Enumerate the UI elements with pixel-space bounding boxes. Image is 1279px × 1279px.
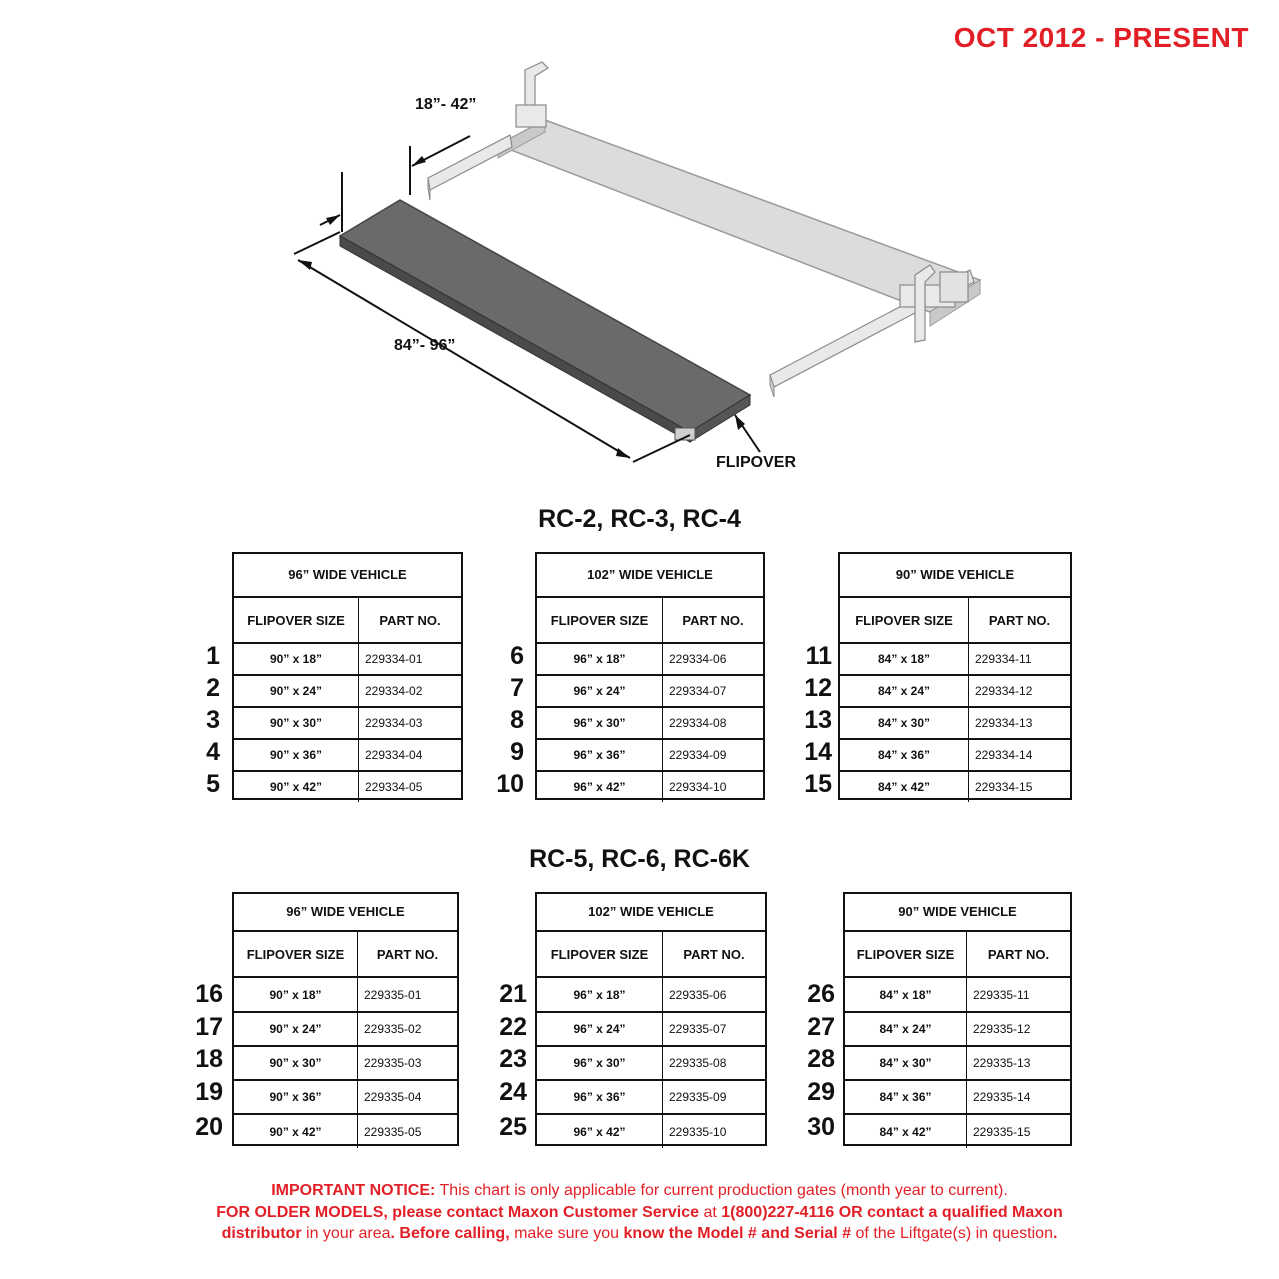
row-number: 24 <box>499 1078 527 1106</box>
row-number: 25 <box>499 1113 527 1141</box>
cell-size: 90” x 42” <box>234 772 359 802</box>
cell-size: 96” x 18” <box>537 644 663 674</box>
cell-size: 96” x 24” <box>537 676 663 706</box>
cell-size: 96” x 18” <box>537 978 663 1011</box>
row-number: 29 <box>807 1078 835 1106</box>
table-row <box>234 1045 457 1079</box>
table-row <box>234 770 461 802</box>
cell-size: 84” x 18” <box>845 978 967 1011</box>
cell-size: 84” x 42” <box>845 1115 967 1148</box>
table-row <box>234 674 461 706</box>
cell-part: 229334-06 <box>669 652 727 666</box>
table-row <box>234 978 457 1011</box>
cell-part: 229334-01 <box>365 652 423 666</box>
cell-part: 229335-13 <box>973 1056 1031 1070</box>
parts-table-g2-t2 <box>535 892 767 1146</box>
table-body <box>234 978 457 1148</box>
cell-size: 96” x 42” <box>537 1115 663 1148</box>
row-number: 22 <box>499 1013 527 1041</box>
table-row <box>840 706 1070 738</box>
cell-size: 90” x 18” <box>234 644 359 674</box>
table-body <box>537 978 765 1148</box>
notice-line-3: distributor in your area. Before calling, make sure you know the Model # and Serial # of the Liftgate(s) in question. <box>221 1225 1058 1242</box>
vehicle-header: 90” WIDE VEHICLE <box>845 894 1070 932</box>
row-number: 15 <box>804 770 832 798</box>
cell-part: 229334-03 <box>365 716 423 730</box>
cell-size: 90” x 24” <box>234 1013 358 1045</box>
cell-size: 90” x 42” <box>234 1115 358 1148</box>
platform-drawing <box>428 62 980 397</box>
col-header-part-no: PART NO. <box>683 946 745 962</box>
row-number: 14 <box>804 738 832 766</box>
col-header-part-no: PART NO. <box>682 612 744 628</box>
cell-size: 90” x 30” <box>234 1047 358 1079</box>
cell-size: 84” x 18” <box>840 644 969 674</box>
date-range-banner: OCT 2012 - PRESENT <box>953 22 1249 53</box>
table-row <box>234 1113 457 1148</box>
col-header-part-no: PART NO. <box>987 946 1050 962</box>
table-body <box>234 644 461 802</box>
cell-part: 229334-13 <box>975 716 1033 730</box>
cell-part: 229334-05 <box>365 780 423 794</box>
parts-table-g1-t3 <box>838 552 1072 800</box>
table-row <box>537 674 763 706</box>
table-body <box>537 644 763 802</box>
vehicle-header: 96” WIDE VEHICLE <box>234 554 461 598</box>
table-row <box>840 644 1070 674</box>
row-number: 27 <box>807 1013 835 1041</box>
table-row <box>234 738 461 770</box>
vehicle-header: 102” WIDE VEHICLE <box>537 894 765 932</box>
col-header-flipover-size: FLIPOVER SIZE <box>234 598 359 642</box>
table-row <box>537 1011 765 1045</box>
row-number: 21 <box>499 980 527 1008</box>
table-body <box>840 644 1070 802</box>
col-header-flipover-size: FLIPOVER SIZE <box>845 932 967 976</box>
table-row <box>234 644 461 674</box>
table-row <box>537 1045 765 1079</box>
row-number: 13 <box>804 706 832 734</box>
table-row <box>234 1079 457 1113</box>
table-row <box>845 1045 1070 1079</box>
cell-part: 229335-04 <box>364 1090 422 1104</box>
table-row <box>537 1113 765 1148</box>
row-number: 4 <box>206 738 220 766</box>
flipover-label: FLIPOVER <box>716 454 797 471</box>
col-header-flipover-size: FLIPOVER SIZE <box>234 932 358 976</box>
row-number: 6 <box>510 642 524 670</box>
cell-size: 84” x 30” <box>840 708 969 738</box>
row-number: 16 <box>195 980 223 1008</box>
table-row <box>840 674 1070 706</box>
cell-part: 229334-07 <box>669 684 727 698</box>
cell-size: 96” x 30” <box>537 1047 663 1079</box>
cell-part: 229335-01 <box>364 987 422 1002</box>
table-row <box>845 978 1070 1011</box>
col-header-part-no: PART NO. <box>988 612 1051 628</box>
row-number: 19 <box>195 1078 223 1106</box>
row-number: 12 <box>804 674 832 702</box>
vehicle-header: 90” WIDE VEHICLE <box>840 554 1070 598</box>
table-body <box>845 978 1070 1148</box>
cell-size: 90” x 30” <box>234 708 359 738</box>
table-row <box>845 1113 1070 1148</box>
vehicle-header: 102” WIDE VEHICLE <box>537 554 763 598</box>
cell-part: 229335-14 <box>973 1090 1031 1104</box>
group-title-rc5-rc6-rc6k: RC-5, RC-6, RC-6K <box>529 845 750 873</box>
table-row <box>845 1079 1070 1113</box>
cell-size: 84” x 30” <box>845 1047 967 1079</box>
row-number: 26 <box>807 980 835 1008</box>
row-number: 17 <box>195 1013 223 1041</box>
row-number: 5 <box>206 770 220 798</box>
cell-size: 96” x 30” <box>537 708 663 738</box>
cell-size: 96” x 36” <box>537 740 663 770</box>
col-header-flipover-size: FLIPOVER SIZE <box>840 598 969 642</box>
table-row <box>537 706 763 738</box>
notice-line-2: FOR OLDER MODELS, please contact Maxon Customer Service at 1(800)227-4116 OR contact a qualified Maxon <box>216 1203 1063 1221</box>
cell-part: 229334-10 <box>669 780 727 794</box>
parts-table-g1-t2 <box>535 552 765 800</box>
table-row <box>840 738 1070 770</box>
table-row <box>234 1011 457 1045</box>
row-number: 23 <box>499 1045 527 1073</box>
row-number: 8 <box>510 706 524 734</box>
cell-part: 229335-09 <box>669 1090 727 1104</box>
cell-part: 229334-15 <box>975 780 1033 794</box>
cell-size: 96” x 24” <box>537 1013 663 1045</box>
row-number: 30 <box>807 1113 835 1141</box>
cell-part: 229335-06 <box>669 987 727 1002</box>
cell-part: 229335-15 <box>973 1124 1031 1139</box>
cell-part: 229334-04 <box>365 748 423 762</box>
col-header-flipover-size: FLIPOVER SIZE <box>537 932 663 976</box>
cell-part: 229335-02 <box>364 1022 422 1036</box>
table-row <box>537 978 765 1011</box>
cell-part: 229335-05 <box>364 1124 422 1139</box>
row-number: 11 <box>805 642 832 670</box>
col-header-part-no: PART NO. <box>379 612 441 628</box>
cell-part: 229334-02 <box>365 684 423 698</box>
cell-part: 229335-10 <box>669 1124 727 1139</box>
table-row <box>537 738 763 770</box>
cell-size: 84” x 36” <box>840 740 969 770</box>
row-number: 3 <box>206 706 220 734</box>
row-number: 18 <box>195 1045 223 1073</box>
flipover-illustration <box>280 50 1000 490</box>
cell-part: 229335-11 <box>973 987 1030 1002</box>
row-number: 9 <box>510 738 524 766</box>
cell-size: 84” x 24” <box>840 676 969 706</box>
parts-table-g2-t3 <box>843 892 1072 1146</box>
length-dimension-label: 84”- 96” <box>394 337 456 354</box>
row-number: 10 <box>496 770 524 798</box>
cell-size: 90” x 36” <box>234 740 359 770</box>
cell-part: 229334-14 <box>975 748 1033 762</box>
cell-size: 90” x 24” <box>234 676 359 706</box>
row-number: 2 <box>206 674 220 702</box>
table-row <box>537 1079 765 1113</box>
cell-size: 84” x 24” <box>845 1013 967 1045</box>
cell-size: 84” x 42” <box>840 772 969 802</box>
cell-part: 229334-08 <box>669 716 727 730</box>
col-header-part-no: PART NO. <box>376 946 439 962</box>
cell-part: 229335-12 <box>973 1022 1031 1036</box>
vehicle-header: 96” WIDE VEHICLE <box>234 894 457 932</box>
cell-size: 90” x 18” <box>234 978 358 1011</box>
notice-line-1: IMPORTANT NOTICE: This chart is only applicable for current production gates (month year to current). <box>271 1182 1008 1199</box>
table-row <box>537 770 763 802</box>
table-row <box>537 644 763 674</box>
row-number: 28 <box>807 1045 835 1073</box>
cell-part: 229335-03 <box>364 1056 422 1070</box>
row-number: 7 <box>510 674 524 702</box>
cell-part: 229334-09 <box>669 748 727 762</box>
cell-size: 96” x 42” <box>537 772 663 802</box>
parts-table-g2-t1 <box>232 892 459 1146</box>
row-number: 1 <box>206 642 220 670</box>
table-row <box>845 1011 1070 1045</box>
table-row <box>234 706 461 738</box>
cell-size: 90” x 36” <box>234 1081 358 1113</box>
cell-size: 84” x 36” <box>845 1081 967 1113</box>
parts-table-g1-t1 <box>232 552 463 800</box>
cell-part: 229334-12 <box>975 684 1033 698</box>
cell-part: 229334-11 <box>975 652 1032 666</box>
table-row <box>840 770 1070 802</box>
important-notice <box>0 1180 1279 1245</box>
cell-size: 96” x 36” <box>537 1081 663 1113</box>
col-header-flipover-size: FLIPOVER SIZE <box>537 598 663 642</box>
group-title-rc2-rc3-rc4: RC-2, RC-3, RC-4 <box>538 505 741 533</box>
row-number: 20 <box>195 1113 223 1141</box>
width-dimension-label: 18”- 42” <box>415 96 477 113</box>
cell-part: 229335-08 <box>669 1056 727 1070</box>
cell-part: 229335-07 <box>669 1022 727 1036</box>
